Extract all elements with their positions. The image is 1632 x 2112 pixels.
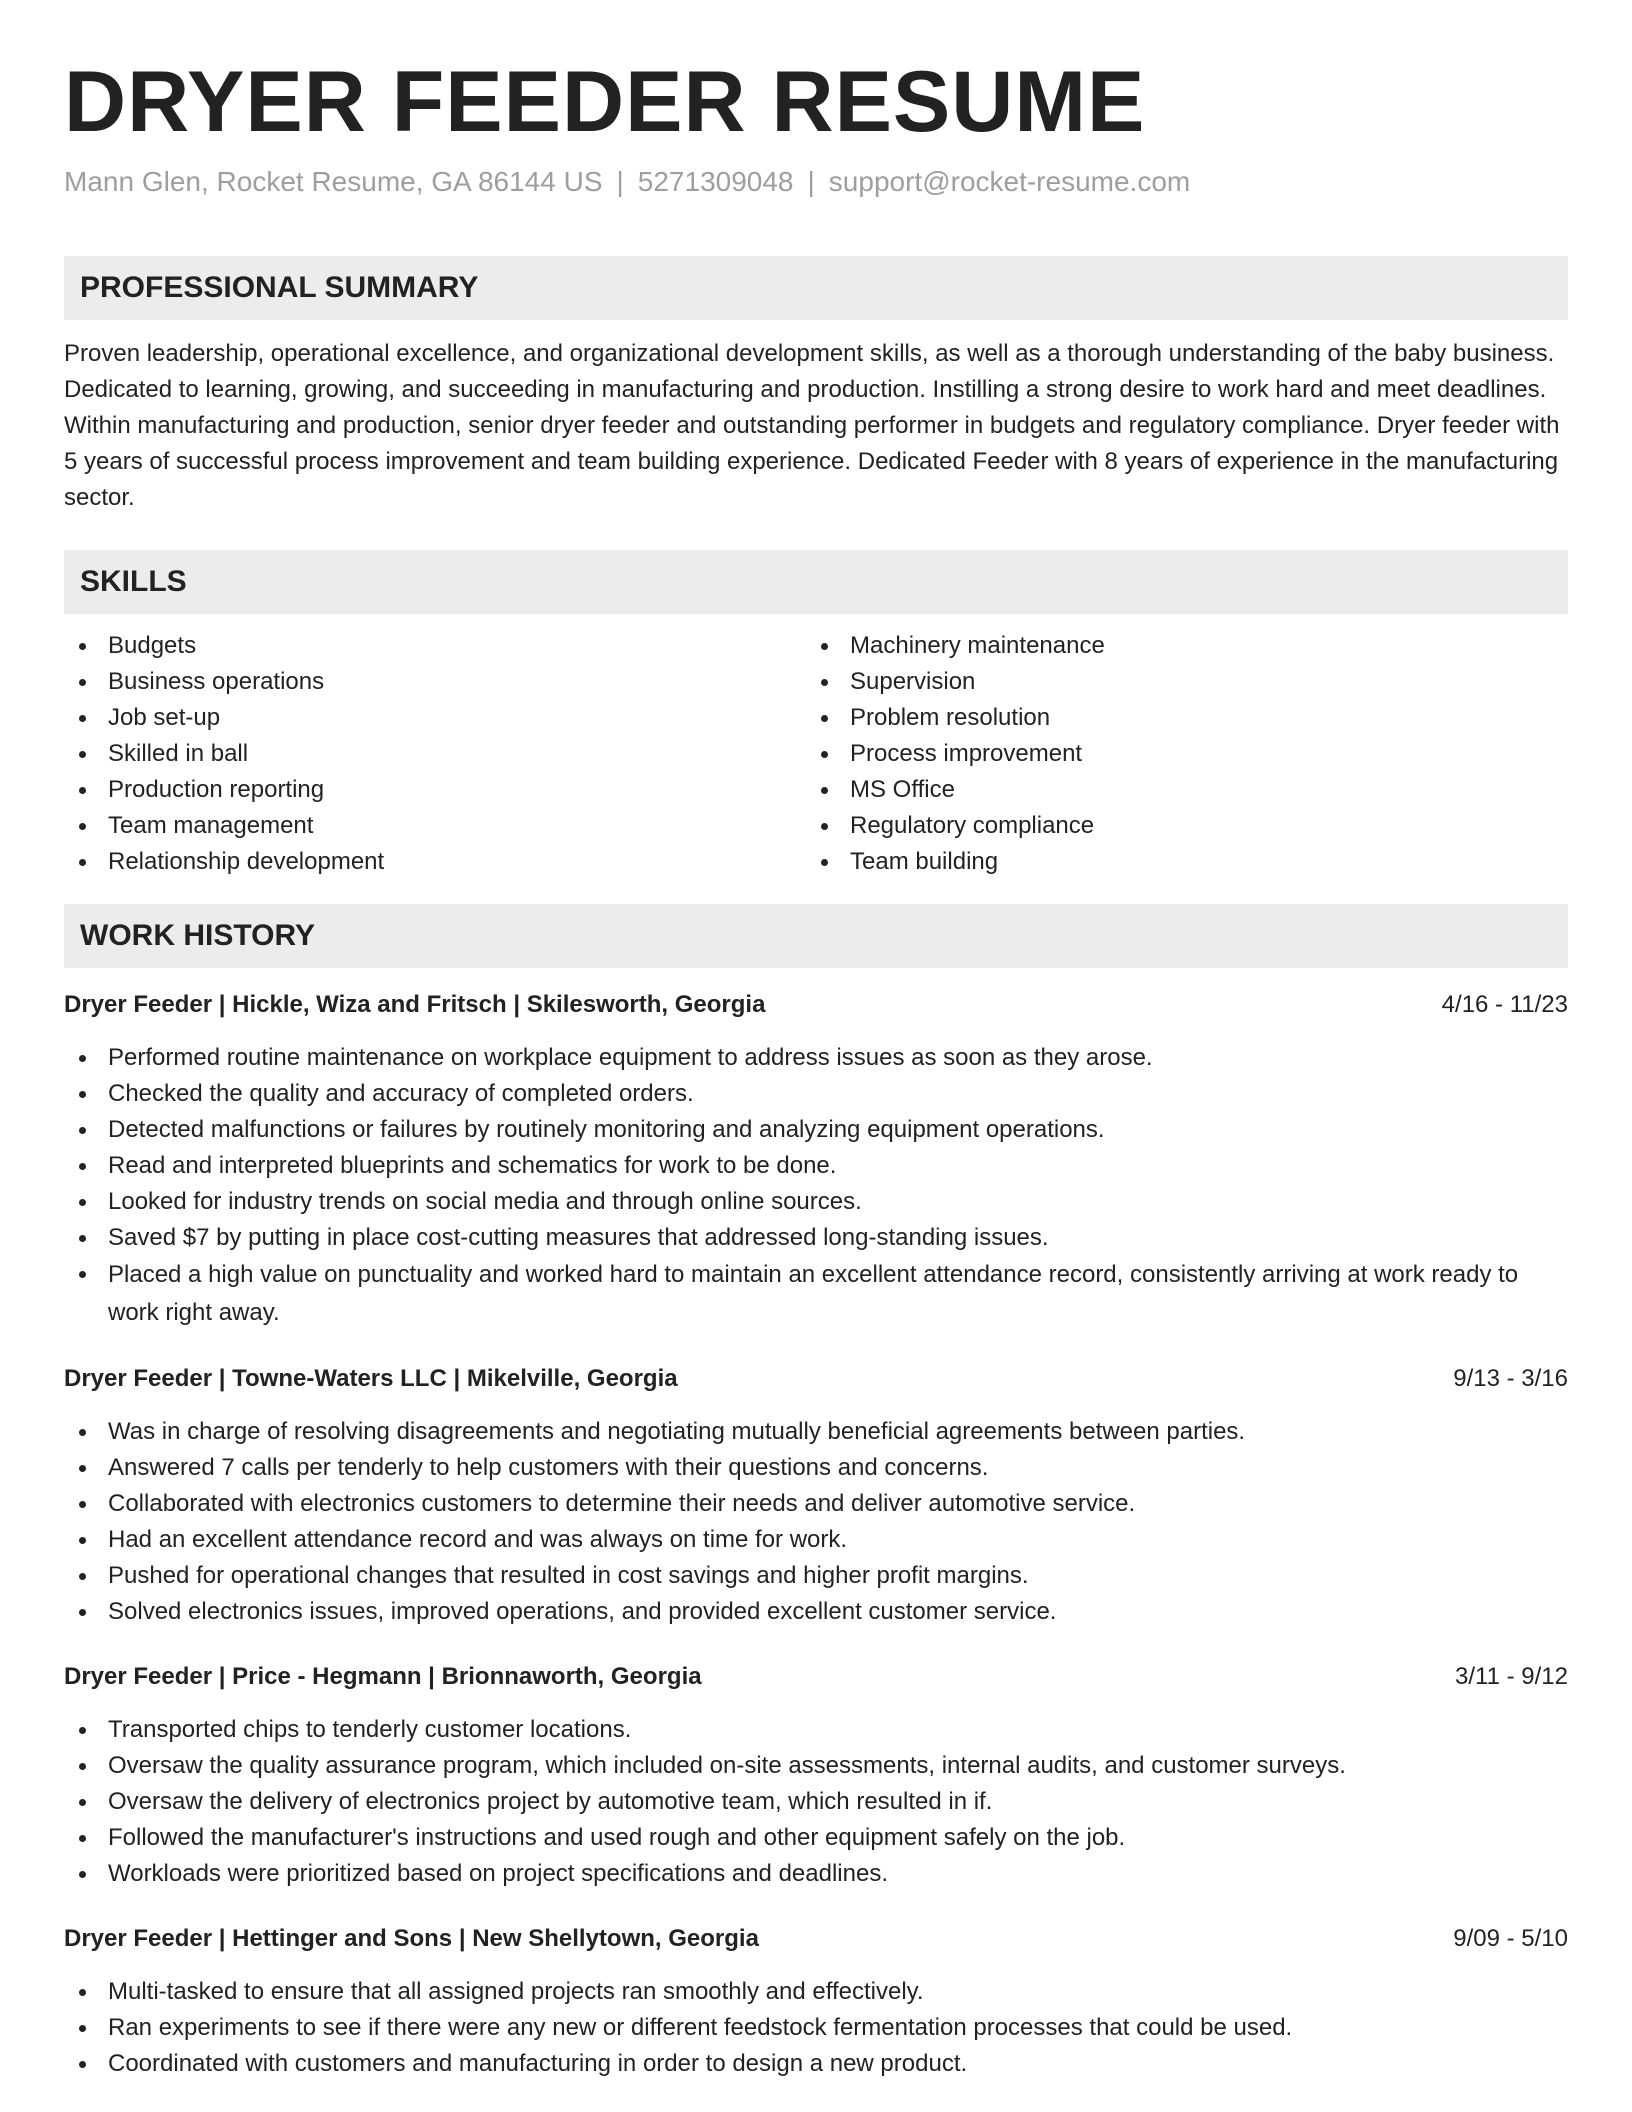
contact-line bbox=[64, 164, 1568, 200]
job-title: Dryer Feeder | Hettinger and Sons | New Shellytown, Georgia bbox=[64, 1925, 759, 1952]
job-dates: 9/13 - 3/16 bbox=[1453, 1365, 1568, 1392]
job-bullets bbox=[64, 1040, 1568, 1332]
job-bullet: Oversaw the delivery of electronics project by automotive team, which resulted in if. bbox=[64, 1784, 1568, 1820]
job-bullets bbox=[64, 1974, 1568, 2082]
skill-item: Machinery maintenance bbox=[806, 628, 1548, 664]
job-bullet: Oversaw the quality assurance program, which included on-site assessments, internal audits, and customer surveys. bbox=[64, 1748, 1568, 1784]
job-bullet: Read and interpreted blueprints and schematics for work to be done. bbox=[64, 1148, 1568, 1184]
skill-item: Supervision bbox=[806, 664, 1548, 700]
contact-email: support@rocket-resume.com bbox=[828, 166, 1191, 197]
job-bullet: Transported chips to tenderly customer locations. bbox=[64, 1712, 1568, 1748]
skills-column-right bbox=[806, 628, 1548, 880]
job-entry bbox=[64, 1660, 1568, 1892]
skill-item: Production reporting bbox=[64, 772, 806, 808]
job-entry bbox=[64, 1922, 1568, 2082]
job-dates: 4/16 - 11/23 bbox=[1441, 991, 1568, 1018]
skill-item: MS Office bbox=[806, 772, 1548, 808]
skill-item: Team building bbox=[806, 844, 1548, 880]
job-bullet: Collaborated with electronics customers to determine their needs and deliver automotive service. bbox=[64, 1486, 1568, 1522]
job-bullet: Solved electronics issues, improved operations, and provided excellent customer service. bbox=[64, 1594, 1568, 1630]
job-bullets bbox=[64, 1414, 1568, 1630]
job-dates: 9/09 - 5/10 bbox=[1453, 1925, 1568, 1952]
job-bullet: Pushed for operational changes that resulted in cost savings and higher profit margins. bbox=[64, 1558, 1568, 1594]
job-bullet: Checked the quality and accuracy of completed orders. bbox=[64, 1076, 1568, 1112]
resume-page bbox=[64, 52, 1568, 2082]
skill-item: Business operations bbox=[64, 664, 806, 700]
skill-item: Relationship development bbox=[64, 844, 806, 880]
job-title: Dryer Feeder | Price - Hegmann | Brionnaworth, Georgia bbox=[64, 1663, 702, 1690]
contact-phone: 5271309048 bbox=[637, 166, 794, 197]
skills-heading: SKILLS bbox=[64, 550, 1568, 614]
job-dates: 3/11 - 9/12 bbox=[1455, 1663, 1568, 1690]
job-entry bbox=[64, 1362, 1568, 1630]
skill-item: Team management bbox=[64, 808, 806, 844]
job-bullet: Looked for industry trends on social media and through online sources. bbox=[64, 1184, 1568, 1220]
job-title: Dryer Feeder | Hickle, Wiza and Fritsch | Skilesworth, Georgia bbox=[64, 991, 766, 1018]
job-bullet: Workloads were prioritized based on project specifications and deadlines. bbox=[64, 1856, 1568, 1892]
job-bullet: Multi-tasked to ensure that all assigned projects ran smoothly and effectively. bbox=[64, 1974, 1568, 2010]
job-bullet: Coordinated with customers and manufacturing in order to design a new product. bbox=[64, 2046, 1568, 2082]
resume-title: DRYER FEEDER RESUME bbox=[64, 54, 1146, 150]
skills-column-left bbox=[64, 628, 806, 880]
job-header bbox=[64, 1922, 1568, 1956]
job-title: Dryer Feeder | Towne-Waters LLC | Mikelville, Georgia bbox=[64, 1365, 678, 1392]
job-header bbox=[64, 1362, 1568, 1396]
summary-text: Proven leadership, operational excellence, and organizational development skills, as well as a thorough understanding of the baby business. Dedicated to learning, growing, and succeeding in manufacturing and production. Instilling a strong desire to work hard and meet deadlines. Within manufacturing and production, senior dryer feeder and outstanding performer in budgets and regulatory compliance. Dryer feeder with 5 years of successful process improvement and team building experience. Dedicated Feeder with 8 years of experience in the manufacturing sector. bbox=[64, 340, 1560, 511]
job-bullet: Was in charge of resolving disagreements and negotiating mutually beneficial agreements between parties. bbox=[64, 1414, 1568, 1450]
job-bullet: Detected malfunctions or failures by routinely monitoring and analyzing equipment operations. bbox=[64, 1112, 1568, 1148]
skill-item: Problem resolution bbox=[806, 700, 1548, 736]
contact-separator: | bbox=[807, 166, 815, 197]
job-bullet: Answered 7 calls per tenderly to help customers with their questions and concerns. bbox=[64, 1450, 1568, 1486]
job-header bbox=[64, 1660, 1568, 1694]
skill-item: Job set-up bbox=[64, 700, 806, 736]
job-bullet: Followed the manufacturer's instructions and used rough and other equipment safely on the job. bbox=[64, 1820, 1568, 1856]
skill-item: Regulatory compliance bbox=[806, 808, 1548, 844]
contact-address: Mann Glen, Rocket Resume, GA 86144 US bbox=[64, 166, 603, 197]
job-bullet: Had an excellent attendance record and was always on time for work. bbox=[64, 1522, 1568, 1558]
contact-separator: | bbox=[616, 166, 624, 197]
summary-heading: PROFESSIONAL SUMMARY bbox=[64, 256, 1568, 320]
job-bullet: Ran experiments to see if there were any new or different feedstock fermentation processes that could be used. bbox=[64, 2010, 1568, 2046]
skill-item: Skilled in ball bbox=[64, 736, 806, 772]
skills-grid bbox=[64, 628, 1568, 880]
skill-item: Budgets bbox=[64, 628, 806, 664]
skill-item: Process improvement bbox=[806, 736, 1548, 772]
job-bullet: Saved $7 by putting in place cost-cutting measures that addressed long-standing issues. bbox=[64, 1220, 1568, 1256]
job-bullet: Placed a high value on punctuality and worked hard to maintain an excellent attendance record, consistently arriving at work ready to work right away. bbox=[64, 1256, 1568, 1332]
work-history-heading: WORK HISTORY bbox=[64, 904, 1568, 968]
job-entry bbox=[64, 988, 1568, 1332]
job-bullet: Performed routine maintenance on workplace equipment to address issues as soon as they arose. bbox=[64, 1040, 1568, 1076]
job-bullets bbox=[64, 1712, 1568, 1892]
job-header bbox=[64, 988, 1568, 1022]
